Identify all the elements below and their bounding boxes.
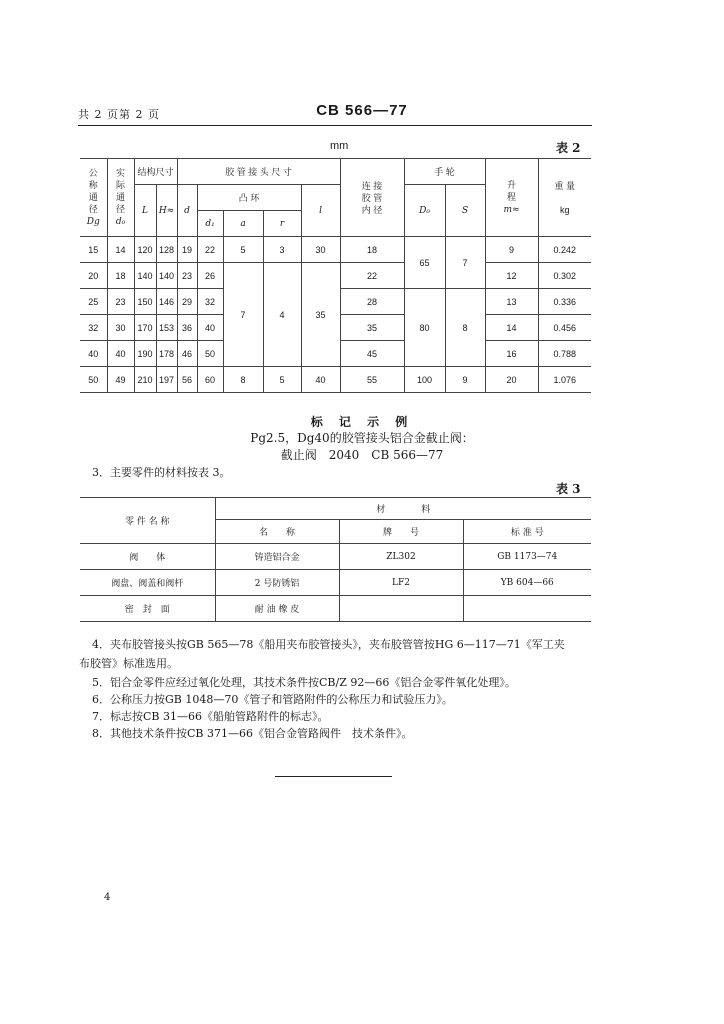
item-3: 3．主要零件的材料按表 3。 <box>92 466 231 479</box>
cell-dg: 15 <box>80 237 107 263</box>
cell-d0: 23 <box>107 289 134 315</box>
dimension-table <box>80 158 591 393</box>
cell-L: 190 <box>134 341 156 367</box>
header-S: S <box>445 185 485 237</box>
cell-a: 7 <box>223 263 263 367</box>
cell-L: 210 <box>134 367 156 393</box>
header-grade: 牌 号 <box>339 520 463 544</box>
cell-L: 170 <box>134 315 156 341</box>
cell-hose: 55 <box>340 367 404 393</box>
cell-a: 8 <box>223 367 263 393</box>
standard-code: CB 566—77 <box>316 102 408 119</box>
cell-dg: 50 <box>80 367 107 393</box>
cell-dg: 25 <box>80 289 107 315</box>
cell-L: 140 <box>134 263 156 289</box>
cell-d: 56 <box>177 367 197 393</box>
cell-hose: 28 <box>340 289 404 315</box>
header-d1: d₁ <box>197 211 223 237</box>
header-a: a <box>223 211 263 237</box>
header-part-name: 零 件 名 称 <box>80 498 215 544</box>
cell-r: 5 <box>263 367 301 393</box>
cell-H: 178 <box>156 341 177 367</box>
cell-d0: 18 <box>107 263 134 289</box>
note-8: 8．其他技术条件按CB 371—66《铝合金管路阀件 技术条件》。 <box>92 727 413 740</box>
cell-weight: 0.788 <box>538 341 591 367</box>
header-lift: 升 程 m≈ <box>485 159 538 237</box>
table3-caption: 表 3 <box>556 482 581 496</box>
note-5: 5．铝合金零件应经过氧化处理，其技术条件按CB/Z 92—66《铝合金零件氧化处理》。 <box>92 676 516 689</box>
cell-d0: 40 <box>107 341 134 367</box>
cell-weight: 0.456 <box>538 315 591 341</box>
cell-a: 5 <box>223 237 263 263</box>
cell-hose: 22 <box>340 263 404 289</box>
header-nominal-diameter: 公 称 通 径 Dg <box>80 159 107 237</box>
header-rule <box>78 125 592 126</box>
cell-grade: LF2 <box>339 570 463 596</box>
cell-H: 153 <box>156 315 177 341</box>
header-H: H≈ <box>156 185 177 237</box>
cell-standard: GB 1173—74 <box>463 544 591 570</box>
cell-material-name: 铸造铝合金 <box>215 544 339 570</box>
cell-H: 197 <box>156 367 177 393</box>
note-4: 4．夹布胶管接头按GB 565—78《船用夹布胶管接头》，夹布胶管管按HG 6—117—71《军工夹 <box>92 638 565 651</box>
cell-d: 46 <box>177 341 197 367</box>
cell-d1: 22 <box>197 237 223 263</box>
cell-l: 35 <box>301 263 340 367</box>
cell-standard: YB 604—66 <box>463 570 591 596</box>
cell-lift: 13 <box>485 289 538 315</box>
header-hose-joint-size: 胶 管 接 头 尺 寸 <box>177 159 340 185</box>
end-rule <box>275 776 392 777</box>
cell-lift: 9 <box>485 237 538 263</box>
cell-weight: 0.242 <box>538 237 591 263</box>
header-material: 材 料 <box>215 498 591 520</box>
cell-weight: 0.302 <box>538 263 591 289</box>
cell-dg: 32 <box>80 315 107 341</box>
cell-d1: 26 <box>197 263 223 289</box>
cell-hose: 18 <box>340 237 404 263</box>
cell-L: 120 <box>134 237 156 263</box>
header-handwheel: 手 轮 <box>404 159 485 185</box>
cell-H: 128 <box>156 237 177 263</box>
header-D0: D₀ <box>404 185 445 237</box>
cell-d1: 50 <box>197 341 223 367</box>
cell-standard <box>463 596 591 622</box>
cell-grade <box>339 596 463 622</box>
header-structure-size: 结构尺寸 <box>134 159 177 185</box>
header-d: d <box>177 185 197 237</box>
cell-material-name: 2 号防锈铝 <box>215 570 339 596</box>
cell-L: 150 <box>134 289 156 315</box>
cell-l: 30 <box>301 237 340 263</box>
cell-d: 29 <box>177 289 197 315</box>
cell-S: 9 <box>445 367 485 393</box>
cell-d0: 30 <box>107 315 134 341</box>
cell-d0: 49 <box>107 367 134 393</box>
cell-lift: 12 <box>485 263 538 289</box>
page-info: 共 2 页第 2 页 <box>78 108 160 121</box>
header-weight: 重 量 kg <box>538 159 591 237</box>
header-L: L <box>134 185 156 237</box>
cell-r: 4 <box>263 263 301 367</box>
cell-material-name: 耐 油 橡 皮 <box>215 596 339 622</box>
example-title: 标 记 示 例 <box>310 415 414 429</box>
header-standard: 标 准 号 <box>463 520 591 544</box>
cell-D0: 80 <box>404 289 445 367</box>
cell-hose: 45 <box>340 341 404 367</box>
cell-hose: 35 <box>340 315 404 341</box>
cell-S: 8 <box>445 289 485 367</box>
note-4-continued: 布胶管》标准选用。 <box>79 657 178 670</box>
header-l: l <box>301 185 340 237</box>
cell-l: 40 <box>301 367 340 393</box>
cell-d1: 32 <box>197 289 223 315</box>
example-line-1: Pg2.5，Dg40的胶管接头铝合金截止阀： <box>250 431 474 445</box>
header-material-name: 名 称 <box>215 520 339 544</box>
cell-d: 23 <box>177 263 197 289</box>
table2-unit: mm <box>330 140 349 152</box>
example-line-2: 截止阀 2040 CB 566—77 <box>280 448 444 462</box>
table2-caption: 表 2 <box>556 141 581 155</box>
cell-H: 140 <box>156 263 177 289</box>
cell-part: 阀 体 <box>80 544 215 570</box>
cell-part: 阀盘、阀盖和阀杆 <box>80 570 215 596</box>
cell-dg: 20 <box>80 263 107 289</box>
page-number: 4 <box>104 892 111 903</box>
header-connecting-hose: 连 接 胶 管 内 径 <box>340 159 404 237</box>
cell-dg: 40 <box>80 341 107 367</box>
note-6: 6．公称压力按GB 1048—70《管子和管路附件的公称压力和试验压力》。 <box>92 693 453 706</box>
header-actual-diameter: 实 际 通 径 d₀ <box>107 159 134 237</box>
material-table <box>80 497 591 622</box>
cell-weight: 0.336 <box>538 289 591 315</box>
note-7: 7．标志按CB 31—66《船舶管路附件的标志》。 <box>92 710 329 723</box>
cell-d: 19 <box>177 237 197 263</box>
cell-S: 7 <box>445 237 485 289</box>
header-r: r <box>263 211 301 237</box>
cell-D0: 65 <box>404 237 445 289</box>
cell-lift: 20 <box>485 367 538 393</box>
cell-d: 36 <box>177 315 197 341</box>
cell-d1: 60 <box>197 367 223 393</box>
cell-d0: 14 <box>107 237 134 263</box>
cell-D0: 100 <box>404 367 445 393</box>
cell-weight: 1.076 <box>538 367 591 393</box>
cell-d1: 40 <box>197 315 223 341</box>
header-boss: 凸 环 <box>197 185 301 211</box>
cell-r: 3 <box>263 237 301 263</box>
cell-grade: ZL302 <box>339 544 463 570</box>
cell-H: 146 <box>156 289 177 315</box>
cell-lift: 14 <box>485 315 538 341</box>
cell-part: 密 封 面 <box>80 596 215 622</box>
cell-lift: 16 <box>485 341 538 367</box>
